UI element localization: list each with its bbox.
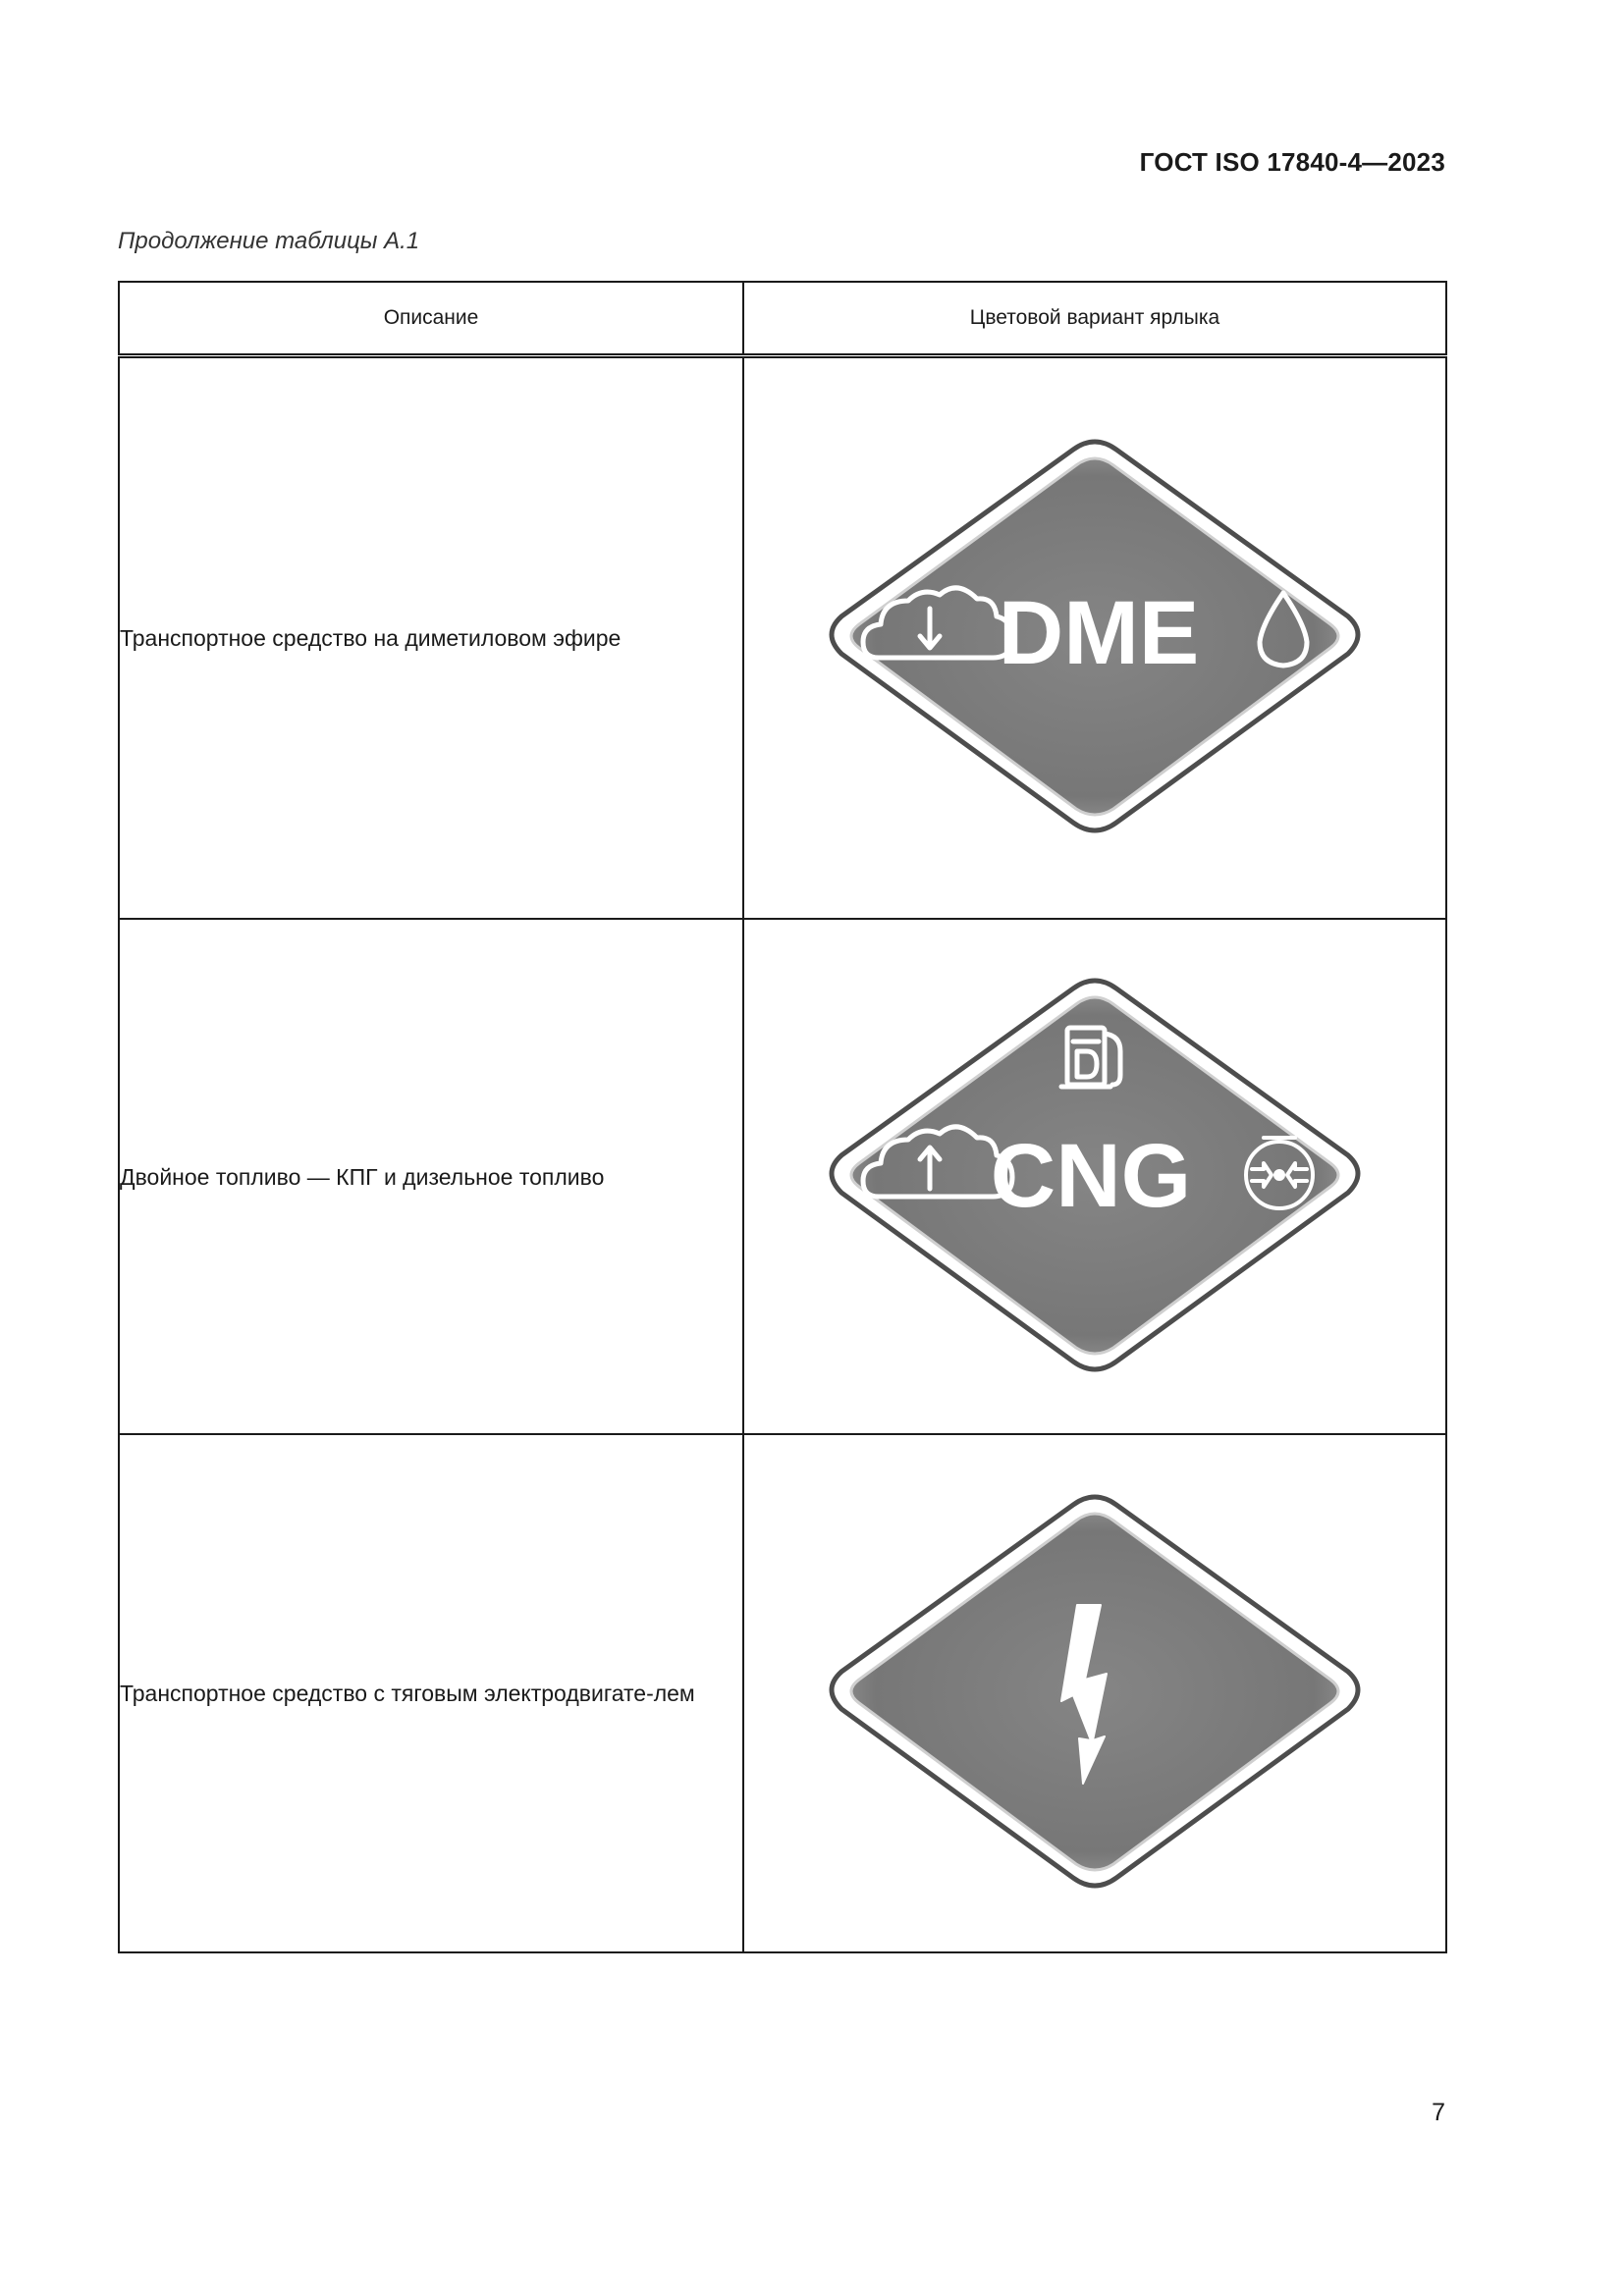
- row-description: [119, 919, 743, 1434]
- document-id-header: ГОСТ ISO 17840-4—2023: [1139, 147, 1445, 177]
- table-row: [119, 1434, 1446, 1952]
- page-number: 7: [1432, 2099, 1445, 2126]
- dme-sign-image: [820, 432, 1370, 844]
- row-description-text: Транспортное средство на диметиловом эфире: [120, 625, 622, 651]
- column-header-label-variant: Цветовой вариант ярлыка: [743, 282, 1446, 356]
- row-sign-cell: [743, 919, 1446, 1434]
- table-row: [119, 919, 1446, 1434]
- cng-sign-image: [820, 971, 1370, 1383]
- labels-table: [118, 281, 1447, 1953]
- row-description: [119, 356, 743, 920]
- electric-sign-image: [820, 1487, 1370, 1899]
- row-description-text: Двойное топливо — КПГ и дизельное топливо: [120, 1163, 605, 1190]
- sign-text-dme: DME: [998, 583, 1200, 683]
- row-sign-cell: [743, 1434, 1446, 1952]
- sign-text-cng: CNG: [990, 1125, 1192, 1226]
- table-caption: Продолжение таблицы А.1: [118, 228, 420, 254]
- row-description: [119, 1434, 743, 1952]
- table-header-row: [119, 282, 1446, 356]
- row-sign-cell: [743, 356, 1446, 920]
- row-description-text: Транспортное средство с тяговым электродвигате-лем: [120, 1681, 695, 1706]
- table-row: [119, 356, 1446, 920]
- column-header-description: Описание: [119, 282, 743, 356]
